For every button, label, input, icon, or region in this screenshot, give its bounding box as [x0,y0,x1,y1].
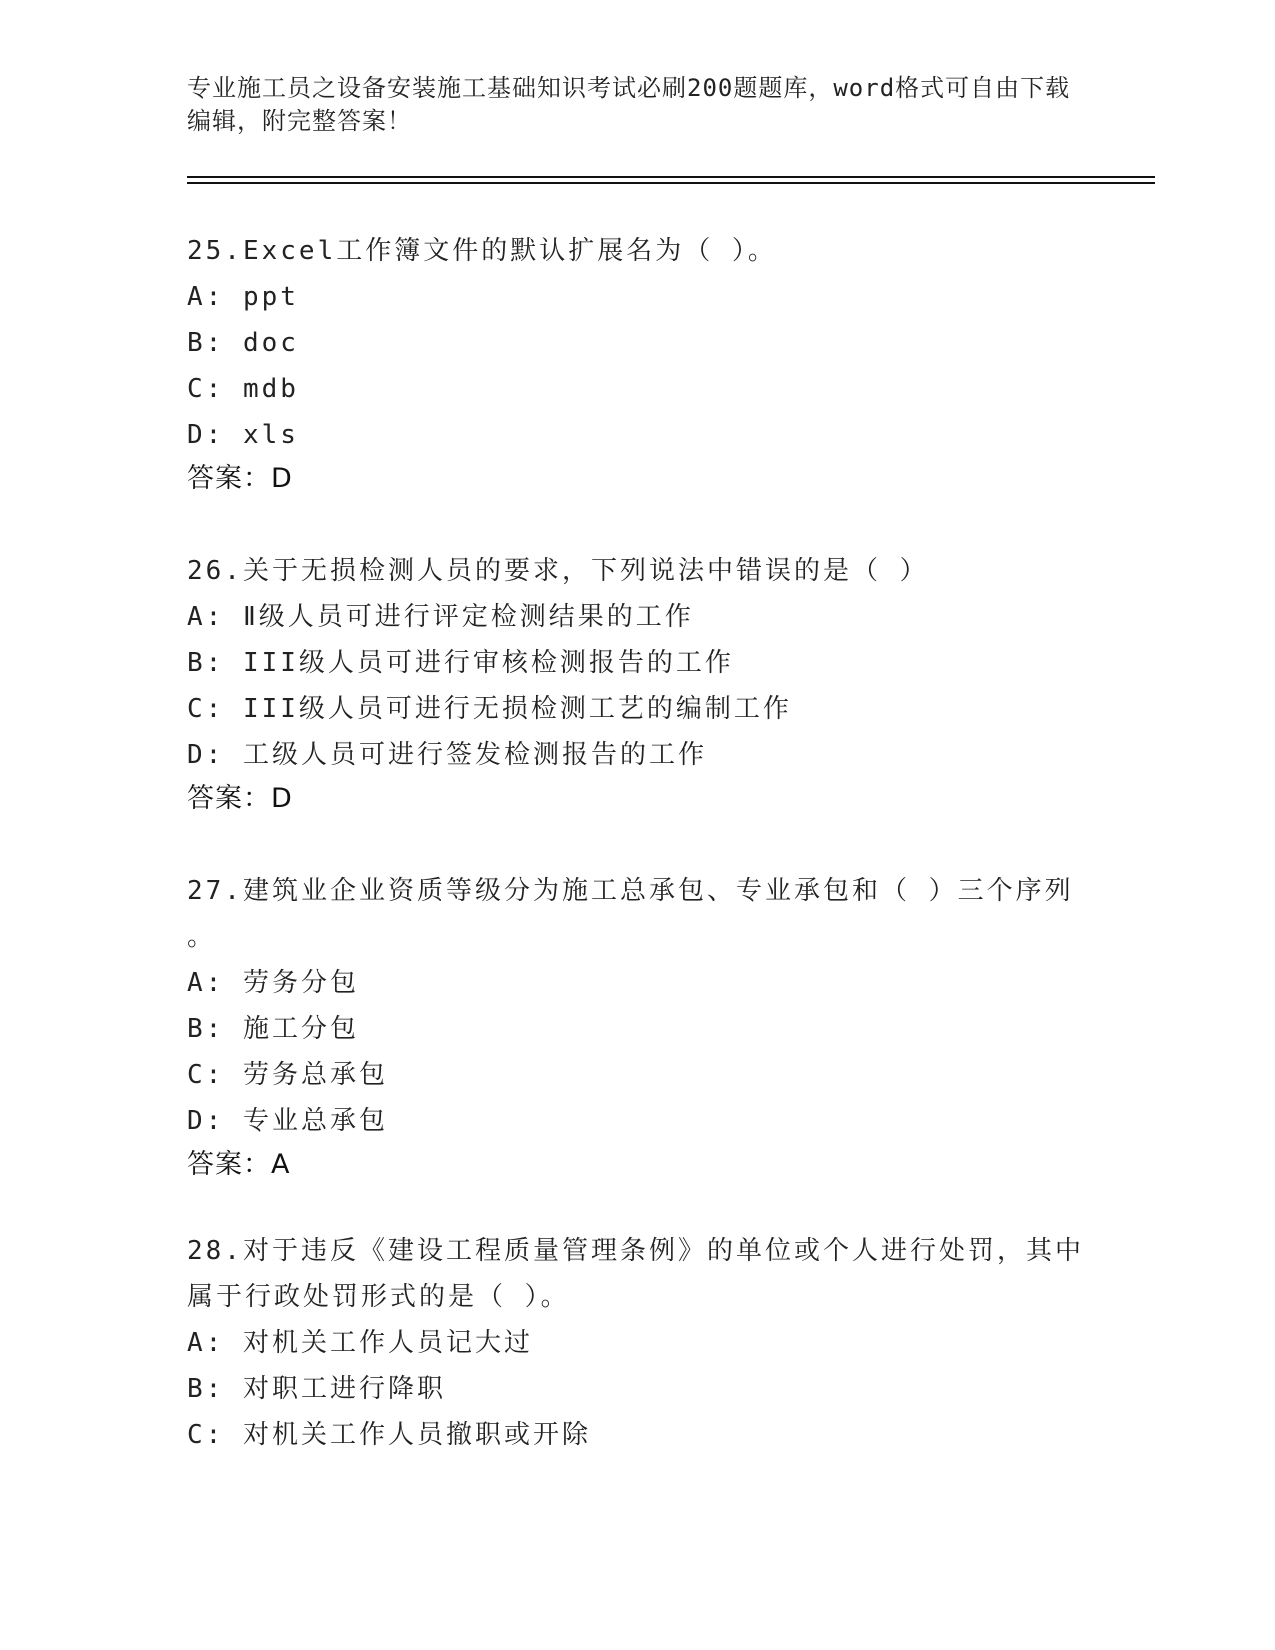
question-28 [187,1228,1107,1458]
option-a: A: 对机关工作人员记大过 [187,1328,533,1358]
question-stem-continued: 属于行政处罚形式的是（ ）。 [187,1282,570,1312]
option-c: C: III级人员可进行无损检测工艺的编制工作 [187,694,792,724]
answer-label: 答案：D [187,783,293,814]
option-a: A: 劳务分包 [187,968,359,998]
option-a: A: Ⅱ级人员可进行评定检测结果的工作 [187,602,694,632]
answer-label: 答案：A [187,1149,291,1180]
option-d: D: 工级人员可进行签发检测报告的工作 [187,740,707,770]
question-stem-continued: 。 [187,922,217,952]
option-b: B: 施工分包 [187,1014,359,1044]
header-line-2: 编辑，附完整答案！ [187,107,412,135]
question-stem: 25.Excel工作簿文件的默认扩展名为（ ）。 [187,236,777,266]
header-divider-bottom [187,182,1155,184]
option-c: C: 劳务总承包 [187,1060,388,1090]
question-27 [187,868,1107,1186]
option-b: B: III级人员可进行审核检测报告的工作 [187,648,734,678]
header-divider-top [187,176,1155,178]
option-b: B: doc [187,328,299,358]
option-d: D: xls [187,420,299,450]
question-26 [187,548,1107,820]
header-line-1: 专业施工员之设备安装施工基础知识考试必刷200题题库，word格式可自由下载 [187,74,1071,102]
document-header [187,72,1087,138]
question-stem: 28.对于违反《建设工程质量管理条例》的单位或个人进行处罚，其中 [187,1236,1084,1266]
option-a: A: ppt [187,282,299,312]
answer-label: 答案：D [187,463,293,494]
option-d: D: 专业总承包 [187,1106,388,1136]
question-stem: 27.建筑业企业资质等级分为施工总承包、专业承包和（ ）三个序列 [187,876,1074,906]
option-b: B: 对职工进行降职 [187,1374,446,1404]
question-stem: 26.关于无损检测人员的要求，下列说法中错误的是（ ） [187,556,929,586]
option-c: C: mdb [187,374,299,404]
question-25 [187,228,1107,500]
option-c: C: 对机关工作人员撤职或开除 [187,1420,591,1450]
